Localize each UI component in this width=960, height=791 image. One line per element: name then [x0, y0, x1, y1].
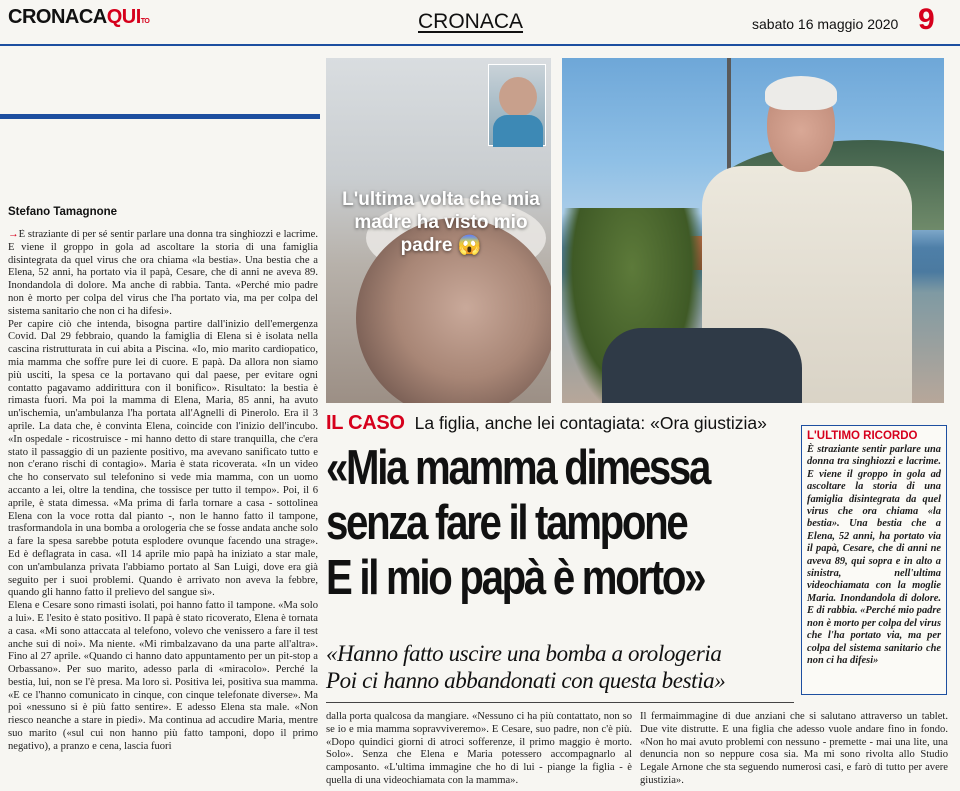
masthead-main: CRONACA	[8, 6, 107, 28]
headline-line: senza fare il tampone	[326, 496, 687, 550]
article-paragraph: Elena e Cesare sono rimasti isolati, poi hanno fatto il tampone. «Ma solo a lui». E l'esito è stato positivo. Il papà è stato ricoverato, Elena è tornata a casa. «Mi sono attaccata al telefono, volevo che venissero a fare il test anche sui di noi». Ma niente. «Mi rimbalzavano da una parte all'altra». Fino al 27 aprile. «Quando ci hanno dato appuntamento per un pit-stop a Orbassano». Per suo marito, adesso parla di «miracolo». Perché la bestia, lui, non se l'è presa. Ma loro sì. Positiva lei, positiva sua mamma. «E ce l'hanno comunicato in cinque, con cinque telefonate diverse». Ma poi «nessuno si è più fatto sentire». E adesso Elena sta male. «Non riesco neanche a stare in piedi». Ma continua ad accudire Maria, mentre suo marito («sul cui non hanno più fatto tamponi, dopo il primo negativo), a pranzo e cena, lascia fuori	[8, 600, 318, 752]
headline	[326, 441, 711, 606]
article-paragraph: Per capire ciò che intenda, bisogna partire dall'inizio dell'emergenza Covid. Dal 29 febbraio, quando la famiglia di Elena si è isolata nella cascina ristrutturata in cui abita a Piscina. «Io, mio marito cardiopatico, mia mamma che soffre pure lei di cuore. E papà. Da allora non siamo più usciti, la spesa ce la portavano qui dal paese, per evitare ogni contatto pagavamo addirittura con il bonifico». Risultato: la bestia è rimasta fuori. Ma poi la mamma di Elena, Maria, 85 anni, ha avuto un'ischemia, un'ambulanza l'ha portata all'Agnelli di Pinerolo. Era il 3 aprile. La data che, è convinta Elena, coincide con l'inizio dell'incubo. «In ospedale - ricostruisce - mi hanno detto di stare tranquilla, che c'era stato il passaggio di un paziente positivo, ma avevano sanificato tutto e non c'erano rischi di contagio». Maria è stata ricoverata. «In un video che ho conservato sul telefonino si vede mia mamma, con un uomo accanto a lei, oltre la tendina, che tossisce per tutto il tempo». Poi, il 6 aprile, è stata dimessa. «Ma prima di farla tornare a casa - sottolinea Elena con la voce rotta dal pianto -, non le hanno fatto il tampone, trasformandola in una bomba a orologeria che se fosse andata anche solo a fare la spesa sarebbe potuta esplodere ovunque facendo una strage». Ed è deflagrata in casa. «Il 14 aprile mio papà ha iniziato a star male, con un'ambulanza privata l'abbiamo portato al San Luigi, dove era già seguito per i suoi problemi. Quando è arrivato non aveva la febbre, quando gli hanno fatto il prelievo del sangue sì».	[8, 318, 318, 599]
photo-hospital-patient	[326, 58, 551, 403]
headline-line: «Mia mamma dimessa	[326, 441, 710, 495]
inset-face	[499, 77, 537, 117]
issue-date: sabato 16 maggio 2020	[752, 16, 899, 32]
photo-elderly-man-seaside	[562, 58, 944, 403]
sidebar-box	[801, 425, 947, 695]
masthead-qui: QUI	[106, 6, 141, 28]
photo-inset-videocall	[488, 64, 546, 146]
byline: Stefano Tamagnone	[8, 206, 118, 218]
headline-line: E il mio papà è morto»	[326, 551, 705, 605]
paragraph-text: È straziante di per sé sentir parlare una donna tra singhiozzi e lacrime. E viene il groppo in gola ad ascoltare la storia di una famiglia disintegrata da quel virus che ora chiama «la bestia». Una bestia che a Elena, 52 anni, ha portato via il papà, Cesare, che di anni ne aveva 89. Inondandola di dolore. Ma anche di rabbia. Tanta. «Perché mio padre non è morto per colpa del virus che l'ha portato via, ma per colpa del sistema sanitario che non ci ha difesi».	[8, 229, 318, 317]
page-number: 9	[918, 3, 935, 36]
arrow-icon: →	[8, 229, 19, 240]
photo-man-hair	[765, 76, 837, 110]
column-rule	[0, 114, 320, 119]
kicker	[326, 412, 767, 435]
article-column-right	[640, 711, 948, 791]
subheadline-line: «Hanno fatto uscire una bomba a orologeria	[326, 641, 722, 666]
article-column-middle	[326, 711, 632, 791]
subheadline-line: Poi ci hanno abbandonati con questa bestia»	[326, 668, 726, 693]
sidebar-title: L'ULTIMO RICORDO	[807, 430, 918, 442]
article-column-left	[8, 229, 318, 789]
subhead-rule	[326, 702, 794, 703]
kicker-label: IL CASO	[326, 412, 405, 434]
article-paragraph: dalla porta qualcosa da mangiare. «Nessuno ci ha più contattato, non so se io e mia mamma sopravviveremo». E Cesare, suo padre, non c'è più. «Dopo quindici giorni di atroci sofferenze, il primo maggio è morto. Solo». Senza che Elena e Maria potessero accompagnarlo al camposanto. «L'ultima immagine che ho di lui - piange la figlia - è quella di una videochiamata con la mamma».	[326, 711, 632, 786]
photo-caption: L'ultima volta che mia madre ha visto mio padre 😱	[342, 189, 540, 256]
article-paragraph	[8, 229, 318, 319]
masthead-to: TO	[140, 18, 150, 25]
masthead-logo	[8, 6, 149, 29]
article-paragraph: Il fermaimmagine di due anziani che si salutano attraverso un tablet. Due vite distrutte. E una figlia che adesso vuole andare fino in fondo. «Non ho mai avuto problemi con nessuno - premette - mai una lite, una denuncia non so neppure cosa sia. Ma mi sono rivolta allo Studio Legale Arnone che sta seguendo numerosi casi, e farò di tutto per avere giustizia».	[640, 711, 948, 786]
section-title: CRONACA	[418, 10, 524, 33]
photo-stroller	[602, 328, 802, 403]
header-rule	[0, 44, 960, 46]
kicker-subtitle: La figlia, anche lei contagiata: «Ora giustizia»	[414, 413, 767, 433]
sidebar-body: È straziante sentir parlare una donna tra singhiozzi e lacrime. E viene il groppo in gola ad ascoltare la storia di una famiglia disintegrata da quel virus che ora chiama «la bestia». Una bestia che a Elena, 52 anni, ha portato via il papà, Cesare, che di anni ne aveva 89, qui sopra e in alto a sinistra, nell'ultima videochiamata con la moglie Maria. Inondandola di dolore. E di rabbia. «Perché mio padre non è morto per colpa del virus che l'ha portato via, ma per colpa del sistema sanitario che non ci ha difesi»	[807, 444, 941, 666]
subheadline	[326, 640, 796, 694]
inset-body	[493, 115, 543, 147]
